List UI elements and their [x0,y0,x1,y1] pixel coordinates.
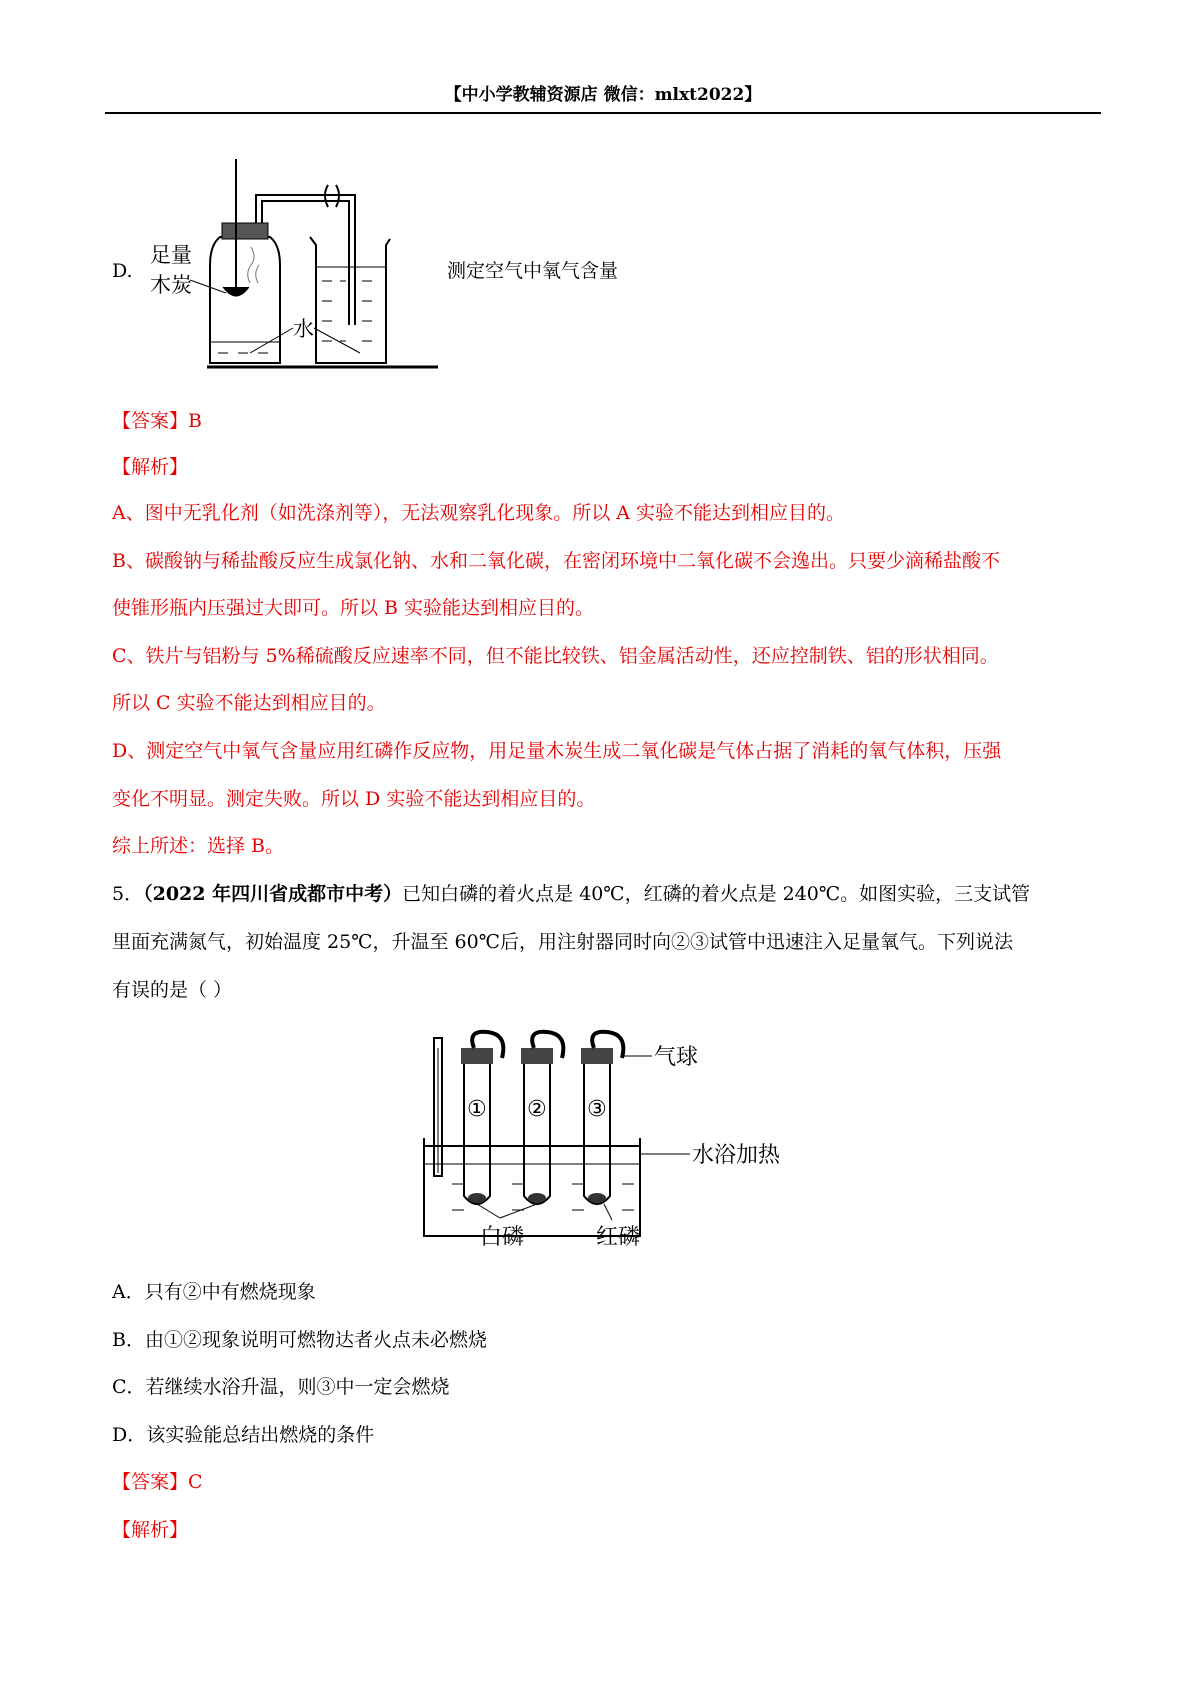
option-d-letter: D. [112,260,133,282]
q4-line-4: C、铁片与铝粉与 5%稀硫酸反应速率不同，但不能比较铁、铝金属活动性，还应控制铁、铝的形状相同。 [112,645,999,667]
jar-beaker-diagram [150,155,440,375]
q4-answer: 【答案】B [112,410,202,432]
q4-line-1: A、图中无乳化剂（如洗涤剂等），无法观察乳化现象。所以 A 实验不能达到相应目的。 [112,502,846,524]
q5-stem-3: 有误的是（ ） [112,979,233,1001]
tube-2-label: ② [527,1097,547,1122]
option-d-caption: 测定空气中氧气含量 [447,260,619,282]
q4-line-6: D、测定空气中氧气含量应用红磷作反应物，用足量木炭生成二氧化碳是气体占据了消耗的氧气体积，压强 [112,740,1002,762]
tube-1-label: ① [467,1097,487,1122]
label-water: 水 [293,317,314,341]
q5-option-a: A．只有②中有燃烧现象 [112,1281,316,1303]
q4-line-7: 变化不明显。测定失败。所以 D 实验不能达到相应目的。 [112,788,596,810]
q5-stem-text-1: 已知白磷的着火点是 40℃，红磷的着火点是 240℃。如图实验，三支试管 [402,883,1031,905]
label-red-p: 红磷 [596,1225,641,1248]
label-water-bath: 水浴加热 [692,1143,781,1168]
q5-source: （2022 年四川省成都市中考） [143,883,403,905]
q5-answer: 【答案】C [112,1471,203,1493]
label-white-p: 白磷 [480,1225,525,1248]
q4-line-5: 所以 C 实验不能达到相应目的。 [112,692,386,714]
label-balloon: 气球 [654,1045,699,1070]
test-tube-diagram [412,1028,792,1248]
q5-option-b: B．由①②现象说明可燃物达者火点未必燃烧 [112,1329,487,1351]
tube-3-label: ③ [587,1097,607,1122]
label-charcoal-1: 足量 [150,243,192,267]
page-header: 【中小学教辅资源店 微信：mlxt2022】 [105,78,1101,114]
q5-option-d: D．该实验能总结出燃烧的条件 [112,1424,375,1446]
q5-stem-1 [112,881,1030,907]
q5-analysis-title: 【解析】 [112,1519,189,1541]
q4-line-2: B、碳酸钠与稀盐酸反应生成氯化钠、水和二氧化碳，在密闭环境中二氧化碳不会逸出。只要少滴稀盐酸不 [112,550,1000,572]
q5-number: 5． [112,883,144,905]
label-charcoal-2: 木炭 [150,273,192,297]
q5-option-c: C．若继续水浴升温，则③中一定会燃烧 [112,1376,450,1398]
q4-line-3: 使锥形瓶内压强过大即可。所以 B 实验能达到相应目的。 [112,597,595,619]
q4-summary: 综上所述：选择 B。 [112,835,285,857]
q5-stem-2: 里面充满氮气，初始温度 25℃，升温至 60℃后，用注射器同时向②③试管中迅速注入足量氧气。下列说法 [112,931,1013,953]
q4-analysis-title: 【解析】 [112,456,189,478]
